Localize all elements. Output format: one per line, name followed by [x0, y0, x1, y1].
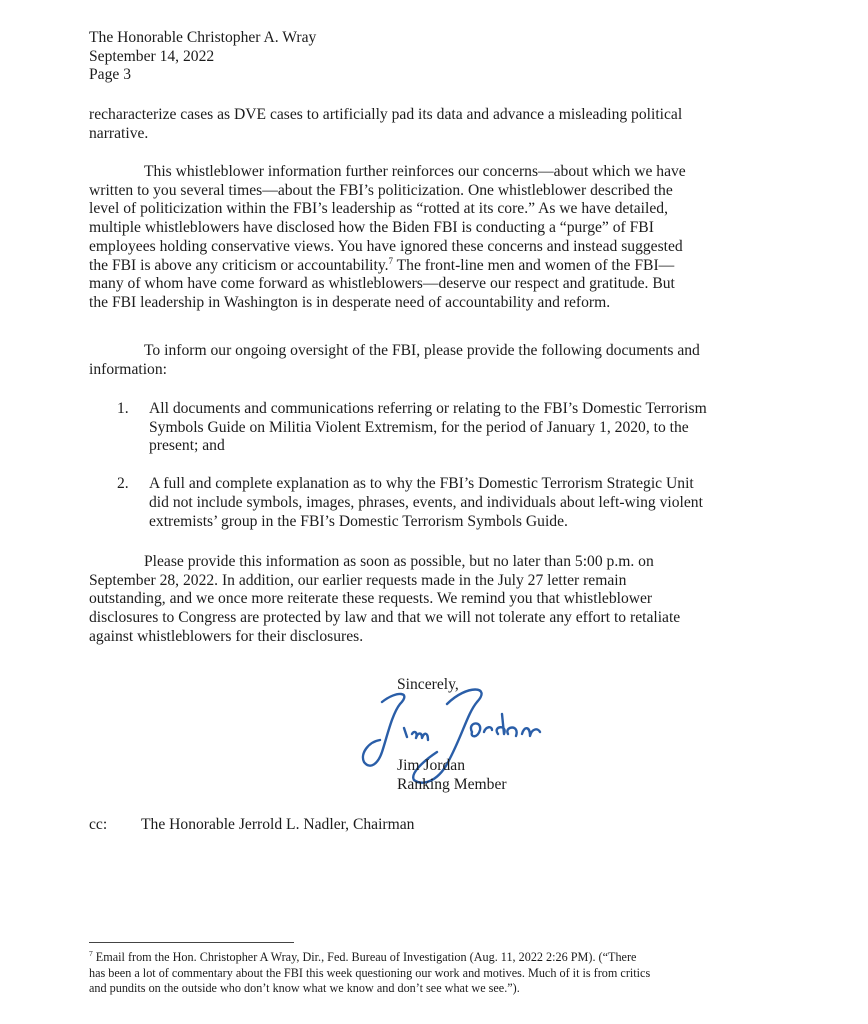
- text-line: [89, 257, 686, 276]
- paragraph-deadline: [89, 553, 680, 647]
- item-number: 2.: [117, 475, 129, 493]
- text-line: disclosures to Congress are protected by law and that we will not tolerate any effort to retaliate: [89, 609, 681, 627]
- text-line: did not include symbols, images, phrases, events, and individuals about left-wing violent: [149, 493, 703, 511]
- text-line: the FBI leadership in Washington is in desperate need of accountability and reform.: [89, 293, 611, 311]
- recipient-line: The Honorable Christopher A. Wray: [89, 29, 317, 46]
- signature-stroke-im: [404, 728, 428, 740]
- signer-title: Ranking Member: [397, 775, 507, 793]
- text-line: and pundits on the outside who don’t know what we know and don’t see what we see.”).: [89, 981, 520, 995]
- paragraph-whistleblower: [89, 163, 686, 313]
- page-number: Page 3: [89, 66, 132, 84]
- text-segment: Email from the Hon. Christopher A Wray, Dir., Fed. Bureau of Investigation (Aug. 11, 2022 2:26 PM). (“There: [92, 950, 637, 964]
- cc-label: cc:: [89, 816, 108, 833]
- signer-name: Jim Jordan: [397, 757, 466, 774]
- request-item: [89, 400, 707, 456]
- signature-stroke-j1: [363, 694, 404, 766]
- text-line: All documents and communications referring or relating to the FBI’s Domestic Terrorism: [149, 400, 707, 417]
- text-line: level of politicization within the FBI’s leadership as “rotted at its core.” As we have detailed,: [89, 200, 668, 218]
- footnote-number: 7: [89, 948, 93, 958]
- footnote-ref[interactable]: 7: [388, 255, 394, 266]
- text-line: This whistleblower information further reinforces our concerns—about which we have: [144, 163, 686, 180]
- footnote: [89, 950, 650, 997]
- text-line: A full and complete explanation as to why the FBI’s Domestic Terrorism Strategic Unit: [149, 475, 694, 493]
- text-line: has been a lot of commentary about the FBI this week questioning our work and motives. Much of it is from critics: [89, 965, 651, 980]
- text-line: Symbols Guide on Militia Violent Extremism, for the period of January 1, 2020, to the: [149, 418, 689, 436]
- item-number: 1.: [117, 400, 129, 417]
- text-line: multiple whistleblowers have disclosed how the Biden FBI is conducting a “purge” of FBI: [89, 219, 654, 237]
- text-line: September 28, 2022. In addition, our earlier requests made in the July 27 letter remain: [89, 571, 627, 589]
- text-segment: the FBI is above any criticism or accountability.: [89, 256, 389, 274]
- closing-salutation: Sincerely,: [397, 676, 459, 693]
- request-list: [89, 400, 707, 550]
- footnote-divider: [89, 942, 294, 943]
- letter-header: [89, 29, 316, 85]
- text-line: present; and: [149, 437, 225, 455]
- request-item: [89, 475, 707, 531]
- paragraph-request-intro: [89, 342, 700, 379]
- date-line: September 14, 2022: [89, 47, 215, 65]
- text-segment: The front-line men and women of the FBI—: [393, 256, 675, 274]
- text-line: narrative.: [89, 124, 149, 142]
- text-line: outstanding, and we once more reiterate these requests. We remind you that whistleblower: [89, 590, 653, 608]
- text-line: many of whom have come forward as whistleblowers—deserve our respect and gratitude. But: [89, 275, 675, 293]
- text-line: extremists’ group in the FBI’s Domestic Terrorism Symbols Guide.: [149, 512, 568, 530]
- text-line: [89, 950, 650, 966]
- cc-line: [89, 816, 414, 835]
- text-line: against whistleblowers for their disclosures.: [89, 627, 364, 645]
- signature-block: [397, 757, 507, 794]
- text-line: recharacterize cases as DVE cases to artificially pad its data and advance a misleading political: [89, 106, 683, 123]
- signature-stroke-ordan: [471, 714, 540, 736]
- text-line: employees holding conservative views. You have ignored these concerns and instead suggested: [89, 237, 683, 255]
- text-line: information:: [89, 360, 167, 378]
- paragraph-continuation: [89, 106, 682, 143]
- text-line: written to you several times—about the FBI’s politicization. One whistleblower described the: [89, 181, 673, 199]
- cc-recipient: The Honorable Jerrold L. Nadler, Chairman: [141, 816, 415, 833]
- text-line: Please provide this information as soon as possible, but no later than 5:00 p.m. on: [144, 553, 654, 570]
- text-line: To inform our ongoing oversight of the FBI, please provide the following documents and: [144, 342, 700, 359]
